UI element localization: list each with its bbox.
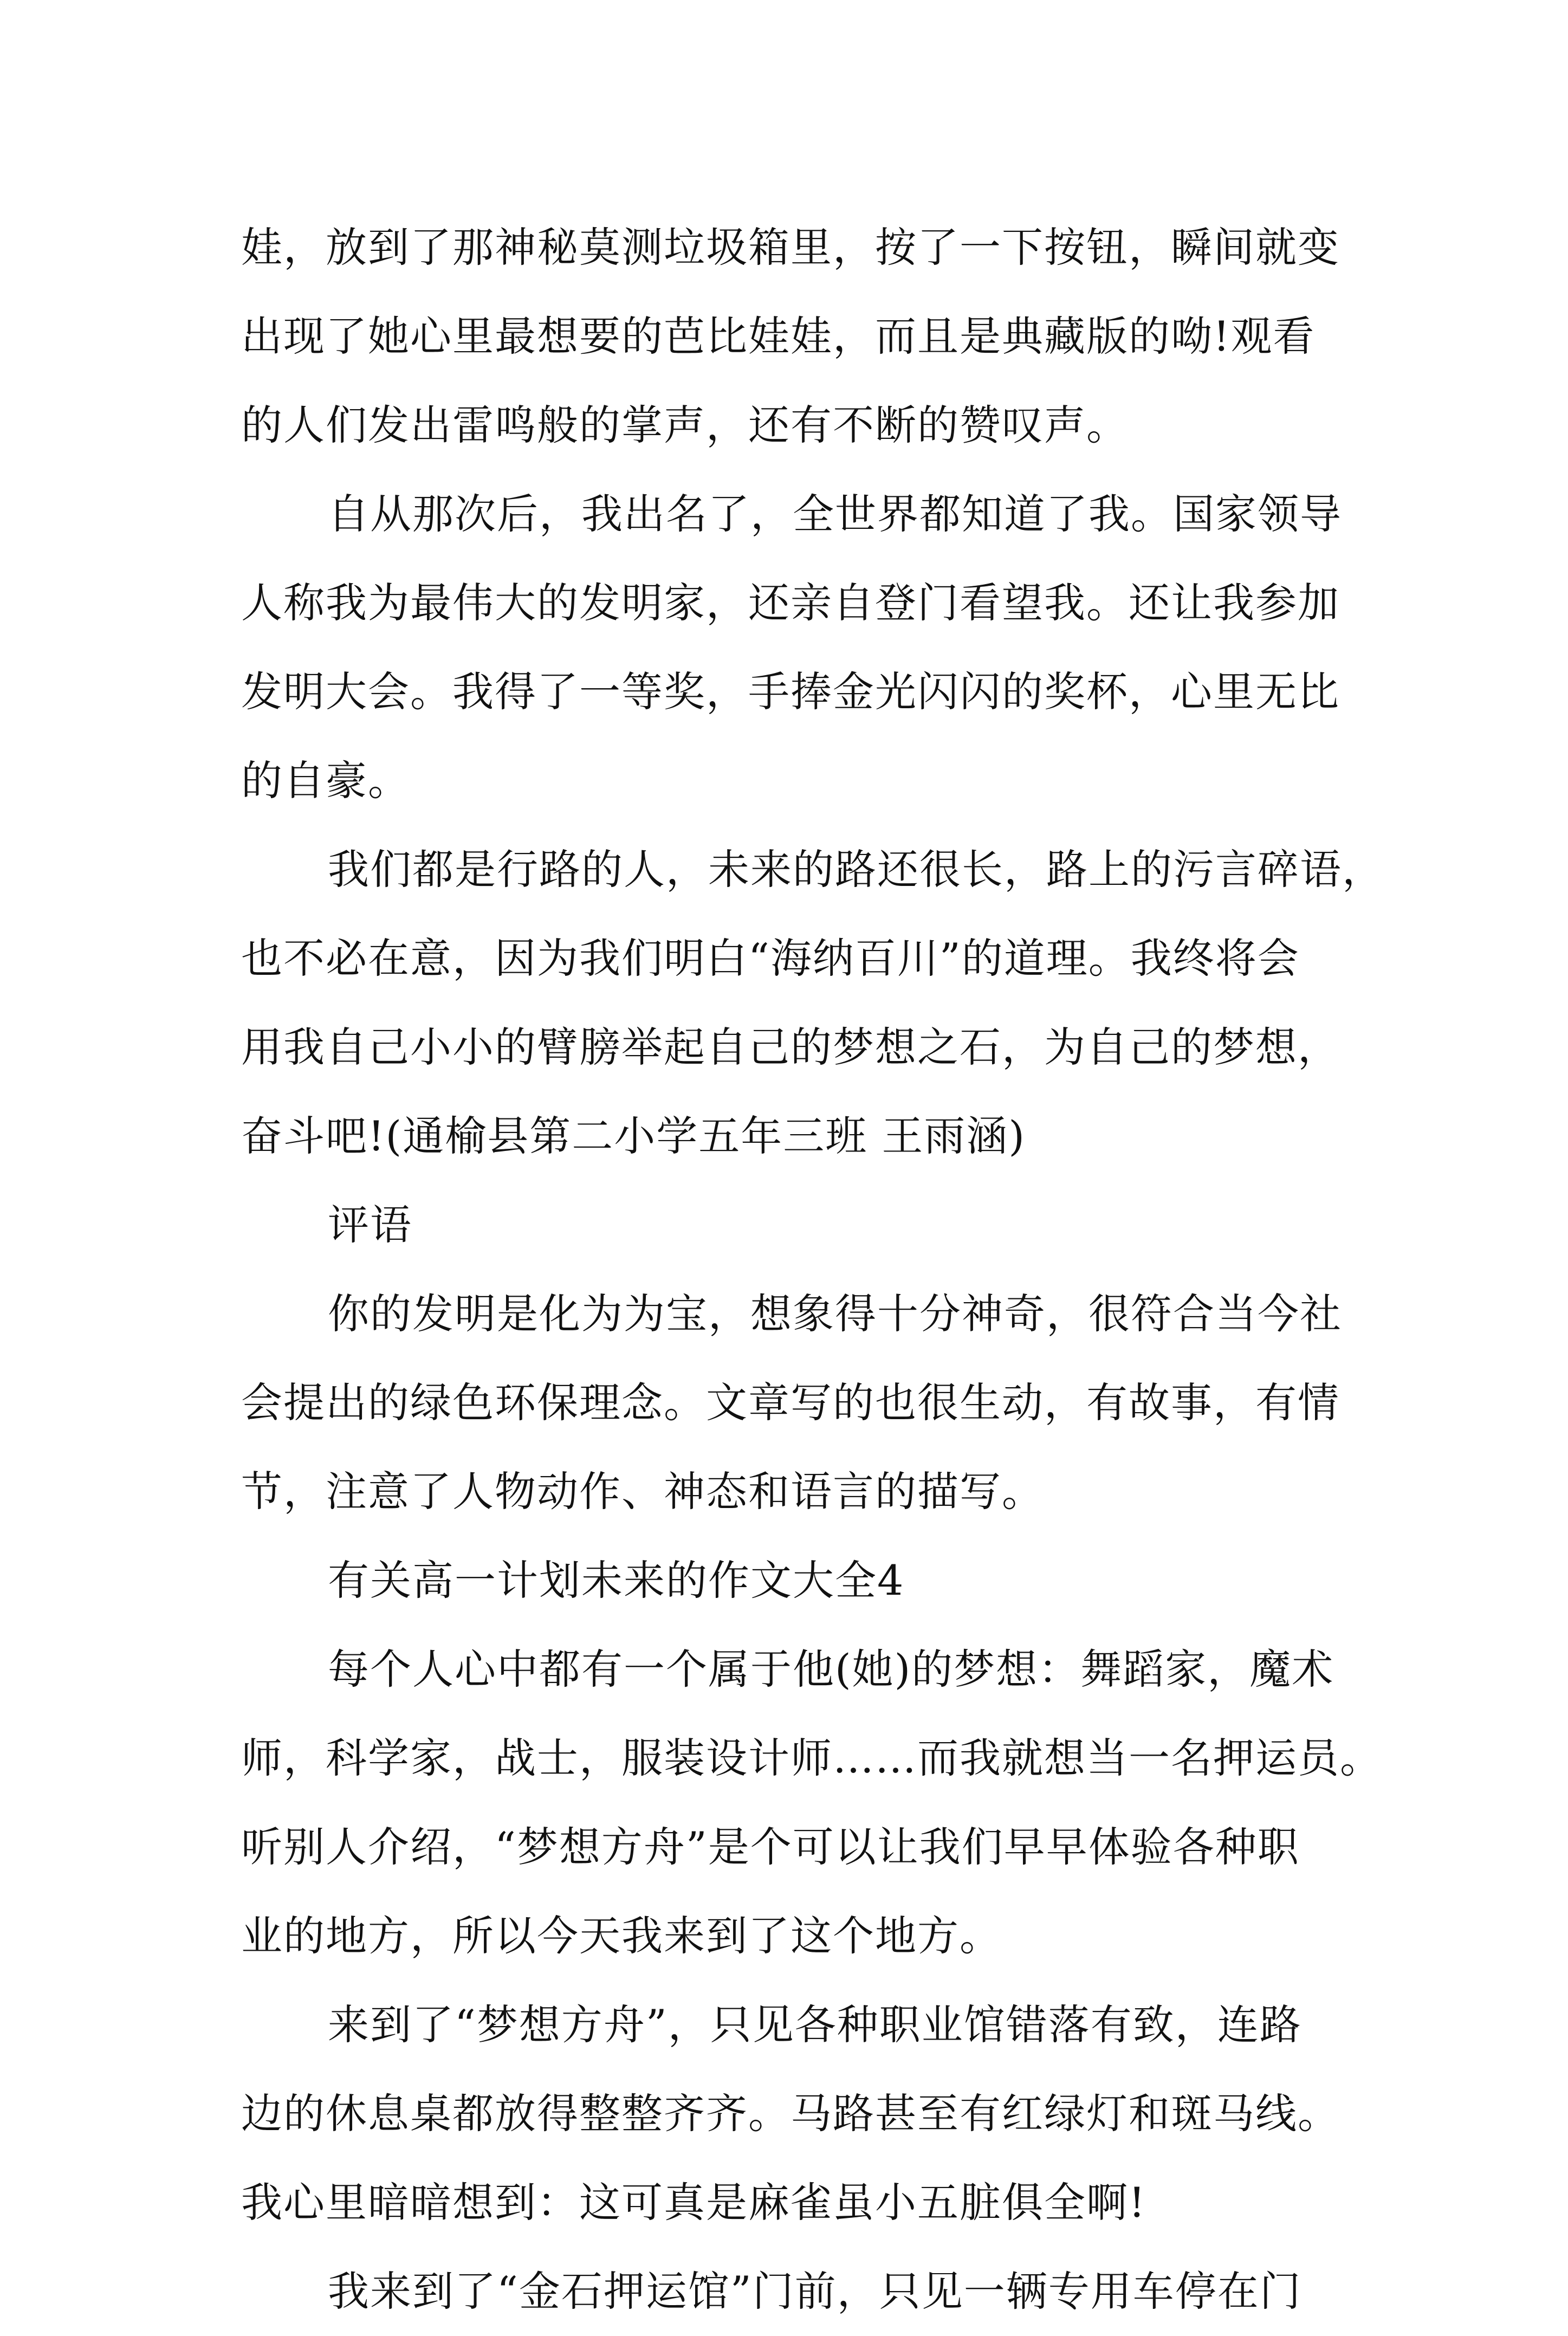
text-line: 师，科学家，战士，服装设计师……而我就想当一名押运员。 (241, 1734, 1382, 1782)
paragraph-first-line: 我来到了“金石押运馆”门前，只见一辆专用车停在门 (328, 2267, 1302, 2315)
paragraph-first-line: 来到了“梦想方舟”，只见各种职业馆错落有致，连路 (328, 2001, 1302, 2049)
text-line: 也不必在意，因为我们明白“海纳百川”的道理。我终将会 (241, 934, 1300, 982)
paragraph-first-line: 自从那次后，我出名了，全世界都知道了我。国家领导 (328, 490, 1342, 538)
paragraph-first-line: 你的发明是化为为宝，想象得十分神奇，很符合当今社 (328, 1290, 1342, 1338)
paragraph-first-line: 每个人心中都有一个属于他(她)的梦想：舞蹈家，魔术 (328, 1645, 1334, 1693)
paragraph-first-line: 我们都是行路的人，未来的路还很长，路上的污言碎语， (328, 845, 1384, 894)
text-line: 我心里暗暗想到：这可真是麻雀虽小五脏俱全啊! (241, 2178, 1146, 2227)
text-line: 业的地方，所以今天我来到了这个地方。 (241, 1912, 1002, 1960)
text-line: 节，注意了人物动作、神态和语言的描写。 (241, 1467, 1044, 1516)
text-line: 会提出的绿色环保理念。文章写的也很生动，有故事，有情 (241, 1379, 1340, 1427)
text-line: 边的休息桌都放得整整齐齐。马路甚至有红绿灯和斑马线。 (241, 2089, 1340, 2138)
text-line: 用我自己小小的臂膀举起自己的梦想之石，为自己的梦想， (241, 1023, 1340, 1071)
text-line: 娃，放到了那神秘莫测垃圾箱里，按了一下按钮，瞬间就变 (241, 223, 1340, 271)
body-text (241, 203, 1384, 2336)
text-line: 奋斗吧!(通榆县第二小学五年三班 王雨涵) (241, 1112, 1026, 1160)
text-line: 的自豪。 (241, 756, 410, 805)
article-heading: 有关高一计划未来的作文大全4 (328, 1556, 905, 1604)
section-label-comment: 评语 (328, 1201, 412, 1249)
text-line: 出现了她心里最想要的芭比娃娃，而且是典藏版的呦!观看 (241, 312, 1316, 360)
text-line: 人称我为最伟大的发明家，还亲自登门看望我。还让我参加 (241, 579, 1340, 627)
text-line: 听别人介绍，“梦想方舟”是个可以让我们早早体验各种职 (241, 1823, 1300, 1871)
text-line: 的人们发出雷鸣般的掌声，还有不断的赞叹声。 (241, 401, 1129, 449)
text-line: 发明大会。我得了一等奖，手捧金光闪闪的奖杯，心里无比 (241, 668, 1340, 716)
